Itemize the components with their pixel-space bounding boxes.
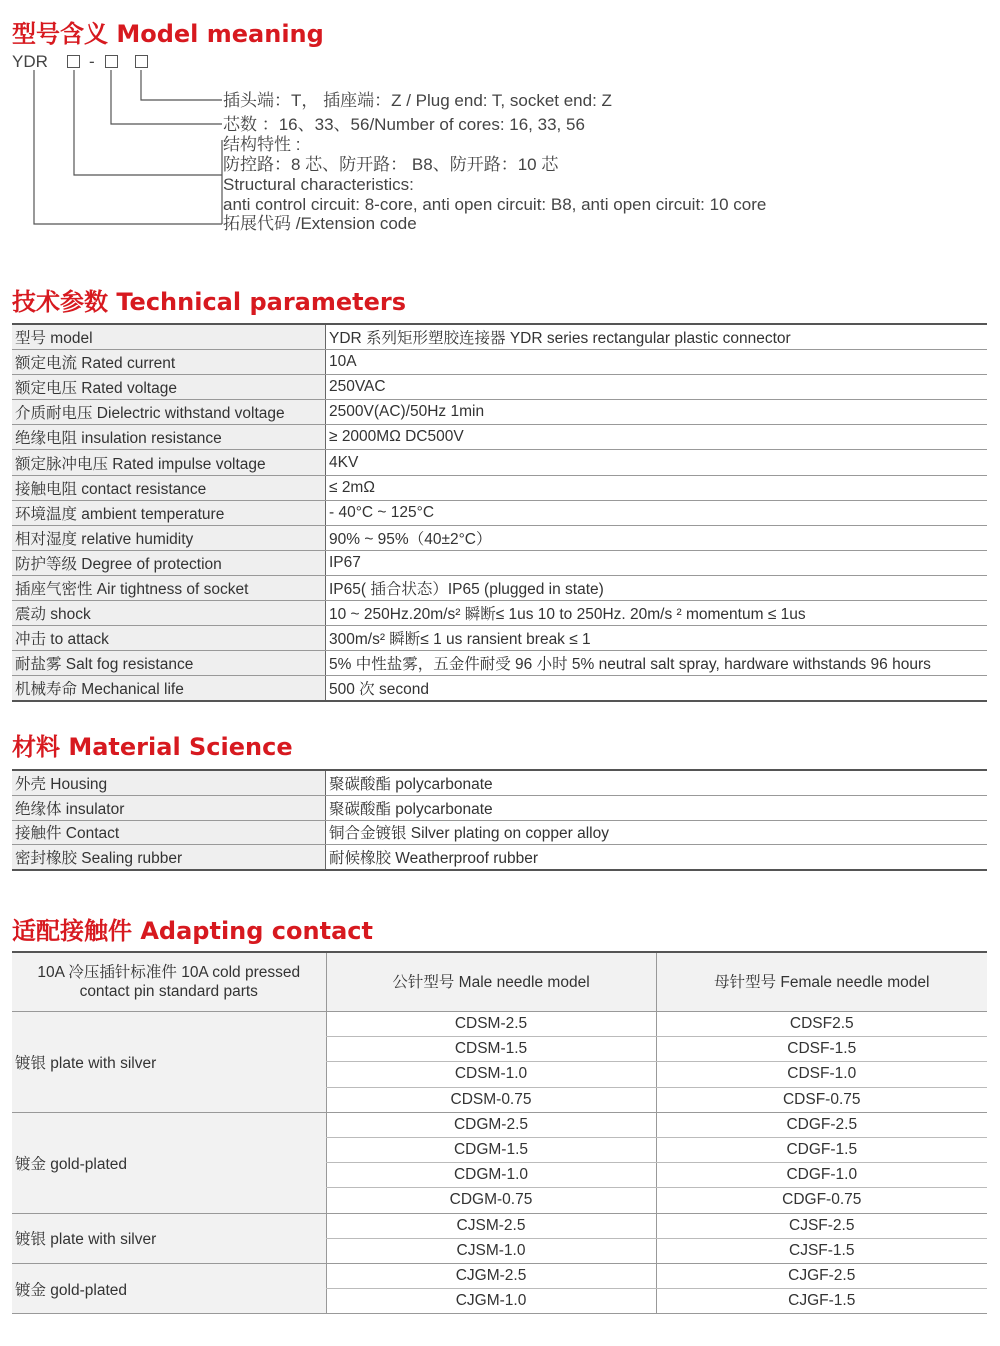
female-model: CDSF2.5 <box>656 1012 987 1037</box>
material-table <box>12 769 987 871</box>
plating-group: 镀金 gold-plated <box>12 1112 326 1213</box>
material-value: 聚碳酸酯 polycarbonate <box>326 770 988 795</box>
model-line-circuit-en: anti control circuit: 8-core, anti open circuit: B8, anti open circuit: 10 core <box>223 195 767 214</box>
param-label: 型号 model <box>12 324 326 350</box>
male-model: CJSM-1.0 <box>326 1238 656 1263</box>
table-row <box>12 1213 987 1238</box>
male-model: CDSM-2.5 <box>326 1012 656 1037</box>
param-label: 机械寿命 Mechanical life <box>12 676 326 702</box>
material-label: 接触件 Contact <box>12 820 326 845</box>
param-label: 绝缘电阻 insulation resistance <box>12 425 326 450</box>
param-value: 10 ~ 250Hz.20m/s² 瞬断≤ 1us 10 to 250Hz. 20m/s ² momentum ≤ 1us <box>326 601 988 626</box>
param-value: ≥ 2000MΩ DC500V <box>326 425 988 450</box>
model-brackets <box>0 0 240 240</box>
female-model: CJSF-1.5 <box>656 1238 987 1263</box>
male-model: CJGM-2.5 <box>326 1263 656 1288</box>
param-label: 防护等级 Degree of protection <box>12 550 326 575</box>
material-title: 材料 Material Science <box>12 733 293 761</box>
table-row <box>12 550 987 575</box>
table-row <box>12 1012 987 1037</box>
female-model: CJGF-2.5 <box>656 1263 987 1288</box>
material-value: 铜合金镀银 Silver plating on copper alloy <box>326 820 988 845</box>
param-label: 相对湿度 relative humidity <box>12 525 326 550</box>
param-value: YDR 系列矩形塑胶连接器 YDR series rectangular plastic connector <box>326 324 988 350</box>
female-model: CDGF-0.75 <box>656 1188 987 1213</box>
param-label: 耐盐雾 Salt fog resistance <box>12 651 326 676</box>
material-value: 耐候橡胶 Weatherproof rubber <box>329 850 539 868</box>
adapting-header-female: 母针型号 Female needle model <box>656 952 987 1012</box>
param-value: IP67 <box>326 550 988 575</box>
table-row <box>12 676 987 702</box>
table-row <box>12 770 987 795</box>
material-value: 聚碳酸酯 polycarbonate <box>326 795 988 820</box>
table-row <box>12 651 987 676</box>
model-line-circuit-cn: 防控路：8 芯、防开路： B8、防开路：10 芯 <box>223 155 559 174</box>
model-line-structure-cn: 结构特性 : <box>223 135 301 154</box>
table-row <box>12 425 987 450</box>
param-label: 额定脉冲电压 Rated impulse voltage <box>12 450 326 475</box>
table-row <box>12 400 987 425</box>
param-value: 5% 中性盐雾，五金件耐受 96 小时 5% neutral salt spray, hardware withstands 96 hours <box>326 651 988 676</box>
material-label: 密封橡胶 Sealing rubber <box>12 845 326 870</box>
female-model: CDSF-1.0 <box>656 1062 987 1087</box>
male-model: CDSM-1.0 <box>326 1062 656 1087</box>
male-model: CDSM-0.75 <box>326 1087 656 1112</box>
female-model: CDGF-1.0 <box>656 1163 987 1188</box>
adapting-header-male: 公针型号 Male needle model <box>326 952 656 1012</box>
adapting-title: 适配接触件 Adapting contact <box>12 917 373 945</box>
model-line-structure-en: Structural characteristics: <box>223 175 414 194</box>
female-model: CDSF-0.75 <box>656 1087 987 1112</box>
model-meaning-title: 型号含义 Model meaning <box>12 20 324 48</box>
female-model: CDGF-2.5 <box>656 1112 987 1137</box>
female-model: CDGF-1.5 <box>656 1137 987 1162</box>
table-row <box>12 601 987 626</box>
model-line-cores: 芯数 ：16、33、56/Number of cores: 16, 33, 56 <box>223 115 585 134</box>
param-label: 介质耐电压 Dielectric withstand voltage <box>12 400 326 425</box>
male-model: CDSM-1.5 <box>326 1037 656 1062</box>
adapting-header-standard: 10A 冷压插针标准件 10A cold pressed contact pin standard parts <box>12 952 326 1012</box>
male-model: CDGM-0.75 <box>326 1188 656 1213</box>
female-model: CJSF-2.5 <box>656 1213 987 1238</box>
param-value: 90% ~ 95%（40±2°C） <box>326 525 988 550</box>
model-line-plug: 插头端：T， 插座端：Z / Plug end: T, socket end: Z <box>223 91 612 110</box>
table-row <box>12 626 987 651</box>
table-row <box>12 820 987 845</box>
technical-table <box>12 323 987 702</box>
male-model: CDGM-1.5 <box>326 1137 656 1162</box>
table-row <box>12 845 987 870</box>
table-row <box>12 350 987 375</box>
param-value: 500 次 second <box>329 681 429 699</box>
param-label: 额定电流 Rated current <box>12 350 326 375</box>
param-label: 接触电阻 contact resistance <box>12 475 326 500</box>
param-value: - 40°C ~ 125°C <box>326 500 988 525</box>
table-row <box>12 475 987 500</box>
param-value: 10A <box>326 350 988 375</box>
male-model: CDGM-2.5 <box>326 1112 656 1137</box>
param-value: IP65( 插合状态）IP65 (plugged in state) <box>326 575 988 600</box>
table-row <box>12 1112 987 1137</box>
table-row <box>12 375 987 400</box>
code-dash: - <box>89 52 95 71</box>
adapting-table <box>12 951 987 1314</box>
table-row <box>12 525 987 550</box>
table-row <box>12 795 987 820</box>
param-value: 2500V(AC)/50Hz 1min <box>326 400 988 425</box>
male-model: CJSM-2.5 <box>326 1213 656 1238</box>
table-row <box>12 324 987 350</box>
plating-group: 镀金 gold-plated <box>12 1263 326 1313</box>
plating-group: 镀银 plate with silver <box>12 1213 326 1263</box>
female-model: CDSF-1.5 <box>656 1037 987 1062</box>
param-value: ≤ 2mΩ <box>326 475 988 500</box>
technical-title: 技术参数 Technical parameters <box>12 288 407 316</box>
plating-group: 镀银 plate with silver <box>12 1012 326 1113</box>
female-model: CJGF-1.5 <box>656 1289 987 1314</box>
param-label: 插座气密性 Air tightness of socket <box>12 575 326 600</box>
param-label: 额定电压 Rated voltage <box>12 375 326 400</box>
male-model: CJGM-1.0 <box>326 1289 656 1314</box>
param-value: 250VAC <box>326 375 988 400</box>
model-line-extension: 拓展代码 /Extension code <box>223 214 417 233</box>
model-prefix: YDR <box>12 52 48 71</box>
param-value: 4KV <box>326 450 988 475</box>
param-label: 震动 shock <box>12 601 326 626</box>
male-model: CDGM-1.0 <box>326 1163 656 1188</box>
material-label: 外壳 Housing <box>12 770 326 795</box>
param-label: 冲击 to attack <box>12 626 326 651</box>
param-label: 环境温度 ambient temperature <box>12 500 326 525</box>
table-row <box>12 500 987 525</box>
table-row <box>12 575 987 600</box>
table-row <box>12 450 987 475</box>
table-row <box>12 1263 987 1288</box>
material-label: 绝缘体 insulator <box>12 795 326 820</box>
param-value: 300m/s² 瞬断≤ 1 us ransient break ≤ 1 <box>326 626 988 651</box>
